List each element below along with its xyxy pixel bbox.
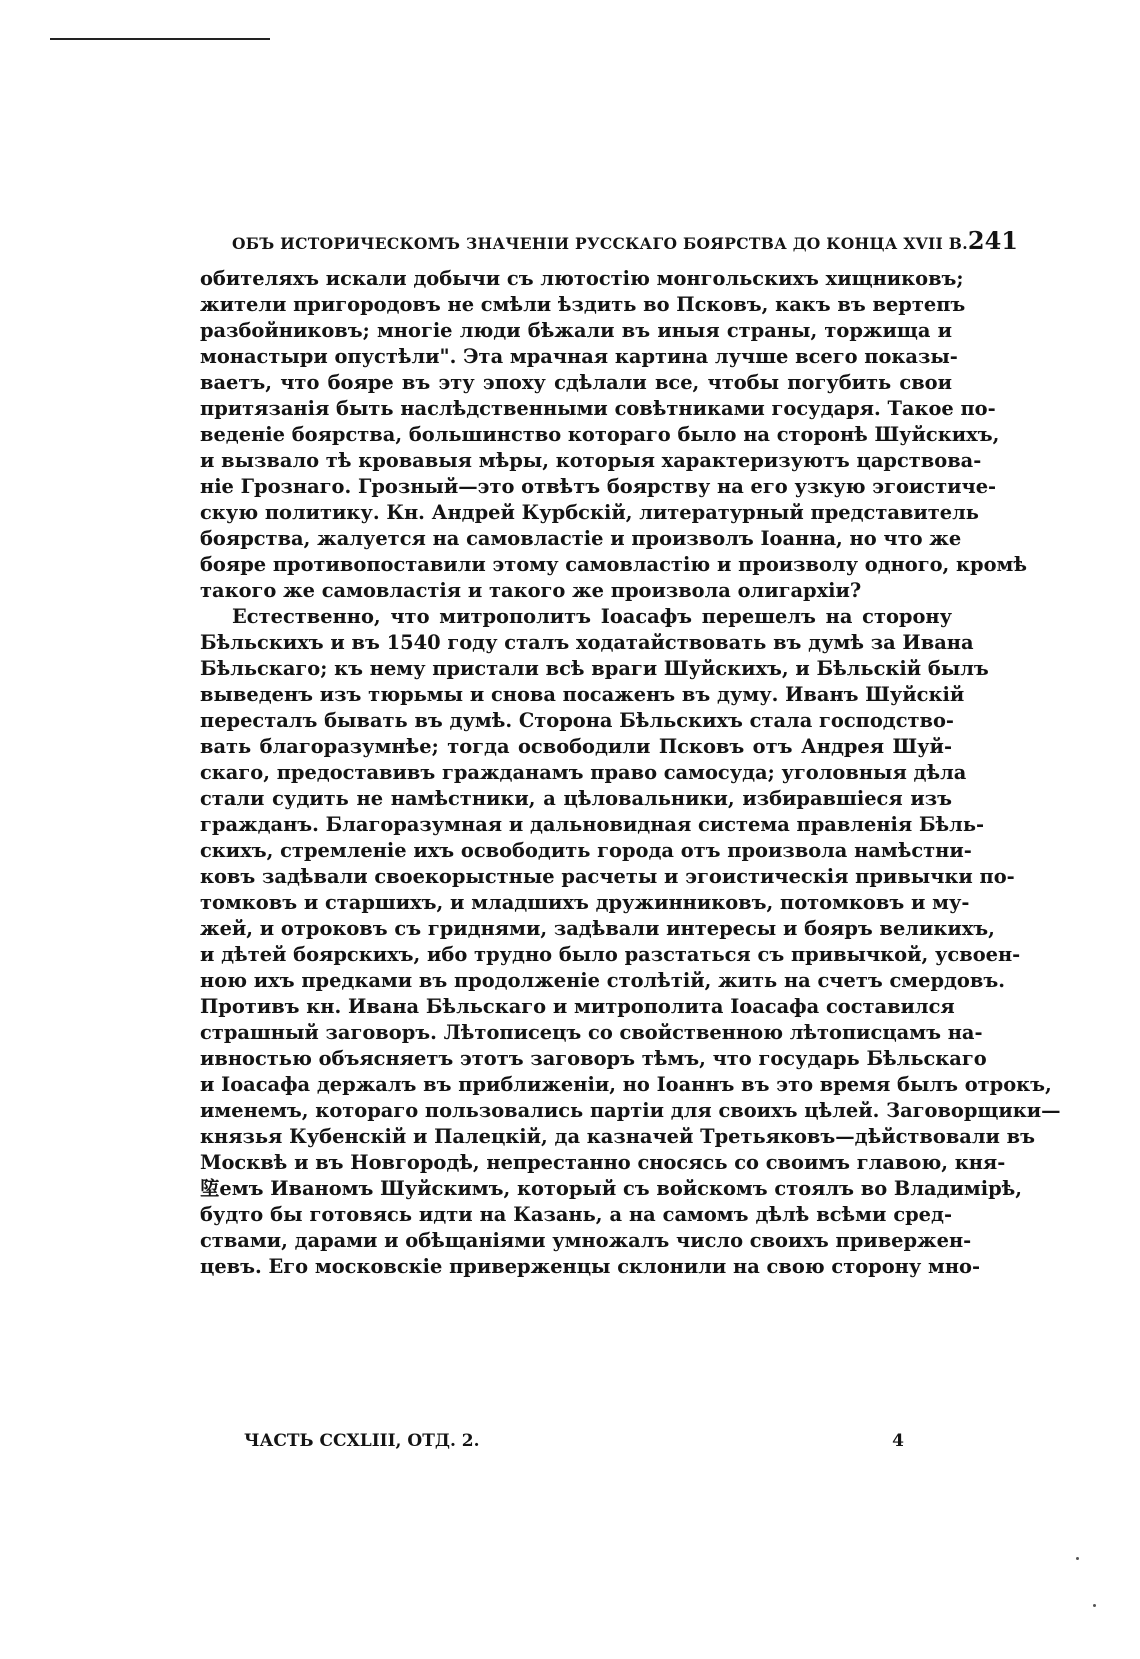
text-line: монастыри опустѣли". Эта мрачная картина лучше всего показы- xyxy=(200,345,958,368)
text-line: скихъ, стремленіе ихъ освободить города отъ произвола намѣстни- xyxy=(200,839,972,862)
text-line: томковъ и старшихъ, и младшихъ дружинниковъ, потомковъ и му- xyxy=(200,891,970,914)
running-title: ОБЪ ИСТОРИЧЕСКОМЪ ЗНАЧЕНІИ РУССКАГО БОЯРСТВА ДО КОНЦА XVII В. xyxy=(232,234,968,253)
paragraph-start-line: Естественно, что митрополитъ Іоасафъ перешелъ на сторону xyxy=(232,605,952,628)
top-rule xyxy=(50,38,270,40)
text-line: боярства, жалуется на самовластіе и произволъ Іоанна, но что же xyxy=(200,527,962,550)
text-line: князья Кубенскій и Палецкій, да казначей Третьяковъ—дѣйствовали въ xyxy=(200,1125,1036,1148)
text-line: Противъ кн. Ивана Бѣльскаго и митрополита Іоасафа составился xyxy=(200,995,955,1018)
text-line: пересталъ бывать въ думѣ. Сторона Бѣльскихъ стала господство- xyxy=(200,709,954,732)
text-line: ивностью объясняетъ этотъ заговоръ тѣмъ, что государь Бѣльскаго xyxy=(200,1047,987,1070)
text-line: и дѣтей боярскихъ, ибо трудно было разстаться съ привычкой, усвоен- xyxy=(200,943,1021,966)
text-line: Москвѣ и въ Новгородѣ, непрестанно сносясь со своимъ главою, кня- xyxy=(200,1151,1006,1174)
text-line: бояре противопоставили этому самовластію и произволу одного, кромѣ xyxy=(200,553,1028,576)
text-line: веденіе боярства, большинство котораго было на сторонѣ Шуйскихъ, xyxy=(200,423,1000,446)
text-line: стали судить не намѣстники, а цѣловальники, избиравшіеся изъ xyxy=(200,787,952,810)
text-line: именемъ, котораго пользовались партіи для своихъ цѣлей. Заговорщики— xyxy=(200,1099,1061,1122)
text-line: ствами, дарами и обѣщаніями умножалъ число своихъ привержен- xyxy=(200,1229,972,1252)
text-line: притязанія быть наслѣдственными совѣтниками государя. Такое по- xyxy=(200,397,996,420)
text-line: ною ихъ предками въ продолженіе столѣтій, жить на счетъ смердовъ. xyxy=(200,969,1005,992)
text-line: ваетъ, что бояре въ эту эпоху сдѣлали все, чтобы погубить свои xyxy=(200,371,952,394)
text-line: выведенъ изъ тюрьмы и снова посаженъ въ думу. Иванъ Шуйскій xyxy=(200,683,965,706)
text-line: жей, и отроковъ съ гриднями, задѣвали интересы и бояръ великихъ, xyxy=(200,917,995,940)
text-line: и вызвало тѣ кровавыя мѣры, которыя характеризуютъ царствова- xyxy=(200,449,982,472)
running-head xyxy=(232,226,1018,255)
body-text xyxy=(200,266,1061,1280)
text-line: страшный заговоръ. Лѣтописецъ со свойственною лѣтописцамъ на- xyxy=(200,1021,983,1044)
text-line: разбойниковъ; многіе люди бѣжали въ иныя страны, торжища и xyxy=(200,319,952,342)
page-footer xyxy=(244,1431,904,1451)
text-line: Бѣльскаго; къ нему пристали всѣ враги Шуйскихъ, и Бѣльскій былъ xyxy=(200,657,989,680)
text-line: цевъ. Его московскіе приверженцы склонили на свою сторону мно- xyxy=(200,1255,981,1278)
text-line: скаго, предоставивъ гражданамъ право самосуда; уголовныя дѣла xyxy=(200,761,967,784)
text-line: 埅емъ Иваномъ Шуйскимъ, который съ войскомъ стоялъ во Владимірѣ, xyxy=(200,1177,1023,1200)
paragraph-end-line: такого же самовластія и такого же произвола олигархіи? xyxy=(200,579,862,602)
scan-speck xyxy=(1093,1604,1096,1607)
text-line: будто бы готовясь идти на Казань, а на самомъ дѣлѣ всѣми сред- xyxy=(200,1203,952,1226)
signature-mark: ЧАСТЬ CCXLIII, ОТД. 2. xyxy=(244,1431,480,1451)
text-line: гражданъ. Благоразумная и дальновидная система правленія Бѣль- xyxy=(200,813,985,836)
text-line: вать благоразумнѣе; тогда освободили Псковъ отъ Андрея Шуй- xyxy=(200,735,952,758)
sheet-number: 4 xyxy=(892,1431,904,1451)
text-line: ніе Грознаго. Грозный—это отвѣтъ боярству на его узкую эгоистиче- xyxy=(200,475,997,498)
text-line: Бѣльскихъ и въ 1540 году сталъ ходатайствовать въ думѣ за Ивана xyxy=(200,631,974,654)
page-number: 241 xyxy=(967,226,1018,255)
text-line: жители пригородовъ не смѣли ѣздить во Псковъ, какъ въ вертепъ xyxy=(200,293,966,316)
text-line: скую политику. Кн. Андрей Курбскій, литературный представитель xyxy=(200,501,979,524)
text-line: и Іоасафа держалъ въ приближеніи, но Іоаннъ въ это время былъ отрокъ, xyxy=(200,1073,1052,1096)
scan-speck xyxy=(1076,1557,1079,1560)
text-line: обителяхъ искали добычи съ лютостію монгольскихъ хищниковъ; xyxy=(200,267,964,290)
text-line: ковъ задѣвали своекорыстные расчеты и эгоистическія привычки по- xyxy=(200,865,1015,888)
